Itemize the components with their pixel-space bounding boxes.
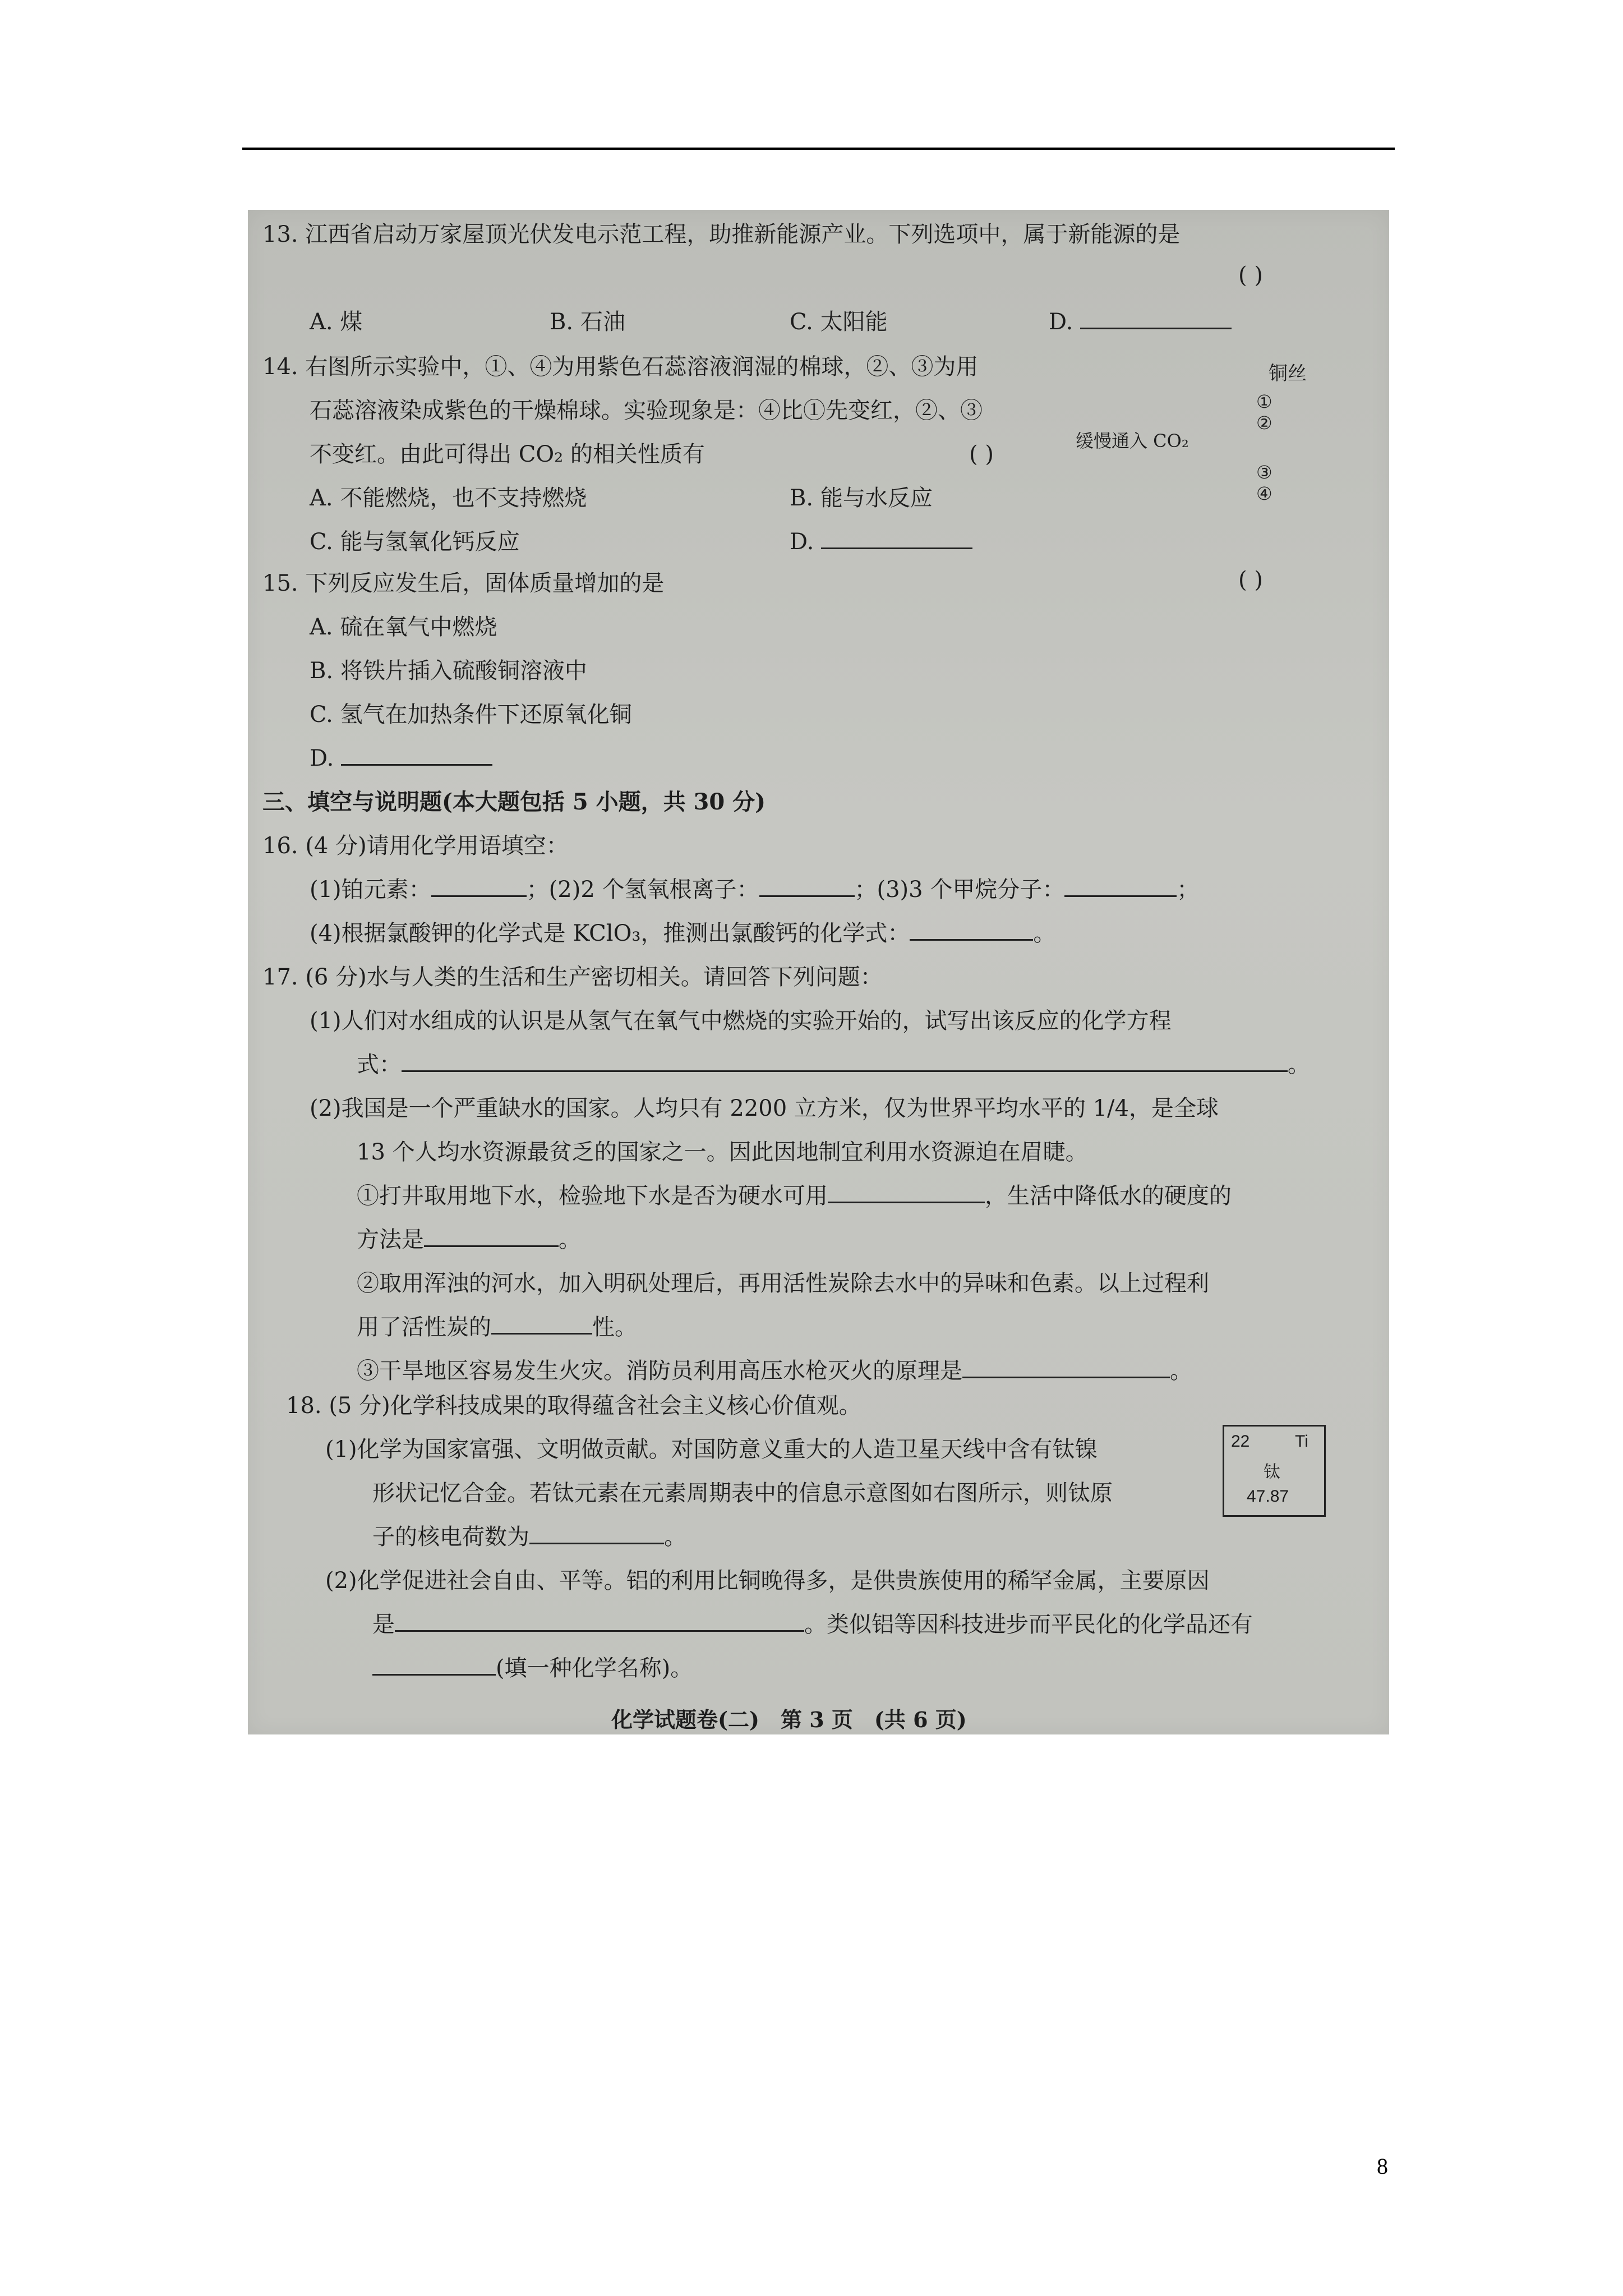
q13-answer-paren: ( ) — [1238, 263, 1263, 288]
q13-option-a: A. 煤 — [310, 309, 363, 335]
q18-p1b: 形状记忆合金。若钛元素在元素周期表中的信息示意图如右图所示，则钛原 — [372, 1480, 1113, 1506]
co2-tube-diagram — [740, 134, 1004, 358]
q18-blank-chemical[interactable] — [372, 1654, 496, 1676]
q17-equation-blank[interactable] — [402, 1050, 1288, 1072]
q15-stem: 15. 下列反应发生后，固体质量增加的是 — [262, 570, 665, 596]
q14-d-blank[interactable] — [821, 527, 972, 549]
co2-apparatus-figure — [740, 134, 1004, 358]
q18-p1c: 子的核电荷数为 。 — [372, 1522, 686, 1552]
q17-p2a: (2)我国是一个严重缺水的国家。人均只有 2200 立方米，仅为世界平均水平的 1/4，是全球 — [310, 1096, 1219, 1121]
titanium-element-card — [1223, 1425, 1326, 1517]
q17-p1-answer: 式： 。 — [357, 1050, 1310, 1079]
q15-d-blank[interactable] — [341, 744, 492, 766]
q18-blank-reason[interactable] — [395, 1610, 804, 1632]
q16-line2: (4)根据氯酸钾的化学式是 KClO₃，推测出氯酸钙的化学式： 。 — [310, 919, 1055, 948]
q14-option-c: C. 能与氢氧化钙反应 — [310, 529, 520, 555]
q15-option-c: C. 氢气在加热条件下还原氧化铜 — [310, 702, 632, 728]
gas-label: 缓慢通入 CO₂ — [1076, 430, 1189, 452]
q15-option-d: D. — [310, 744, 492, 773]
q14-line2: 石蕊溶液染成紫色的干燥棉球。实验现象是：④比①先变红，②、③ — [310, 398, 983, 424]
q17-stem: 17. (6 分)水与人类的生活和生产密切相关。请回答下列问题： — [262, 964, 883, 990]
q16-blank-4[interactable] — [910, 919, 1033, 941]
q13-option-c: C. 太阳能 — [790, 309, 888, 335]
q14-option-a: A. 不能燃烧，也不支持燃烧 — [310, 485, 587, 511]
q14-option-b: B. 能与水反应 — [790, 485, 933, 511]
q17-blank-softening[interactable] — [424, 1225, 559, 1247]
section-3-heading: 三、填空与说明题(本大题包括 5 小题，共 30 分) — [262, 789, 766, 815]
q15-option-a: A. 硫在氧气中燃烧 — [310, 614, 497, 640]
wire-label: 铜丝 — [1269, 362, 1307, 385]
element-name: 钛 — [1264, 1462, 1280, 1482]
q17-blank-fire[interactable] — [962, 1356, 1170, 1378]
exam-footer: 化学试题卷(二) 第 3 页 (共 6 页) — [611, 1707, 967, 1732]
q18-p2-line3: (填一种化学名称)。 — [372, 1654, 693, 1683]
q18-p2-line2: 是 。类似铝等因科技进步而平民化的化学品还有 — [372, 1610, 1253, 1639]
q18-p2a: (2)化学促进社会自由、平等。铝的利用比铜晚得多，是供贵族使用的稀罕金属，主要原因 — [325, 1568, 1210, 1594]
q18-stem: 18. (5 分)化学科技成果的取得蕴含社会主义核心价值观。 — [286, 1393, 861, 1419]
q16-stem: 16. (4 分)请用化学用语填空： — [262, 833, 569, 859]
q14-line3: 不变红。由此可得出 CO₂ 的相关性质有 — [310, 441, 705, 467]
q13-option-b: B. 石油 — [550, 309, 625, 335]
ball-2-label: ② — [1256, 412, 1272, 434]
q18-p1a: (1)化学为国家富强、文明做贡献。对国防意义重大的人造卫星天线中含有钛镍 — [325, 1437, 1098, 1462]
q16-blank-2[interactable] — [759, 875, 855, 897]
q16-line1: (1)铂元素： ；(2)2 个氢氧根离子： ；(3)3 个甲烷分子： ； — [310, 875, 1199, 904]
q13-stem: 13. 江西省启动万家屋顶光伏发电示范工程，助推新能源产业。下列选项中，属于新能源的是 — [262, 222, 1181, 247]
q15-option-b: B. 将铁片插入硫酸铜溶液中 — [310, 658, 587, 684]
q17-s3: ③干旱地区容易发生火灾。消防员利用高压水枪灭火的原理是 。 — [357, 1356, 1192, 1386]
q17-p1: (1)人们对水组成的认识是从氢气在氧气中燃烧的实验开始的，试写出该反应的化学方程 — [310, 1008, 1172, 1034]
q17-s1-line2: 方法是 。 — [357, 1225, 581, 1254]
q14-option-d: D. — [790, 527, 972, 556]
ball-4-label: ④ — [1256, 483, 1272, 504]
q17-blank-hardwater[interactable] — [828, 1181, 985, 1203]
q14-answer-paren: ( ) — [969, 441, 994, 467]
q17-p2b: 13 个人均水资源最贫乏的国家之一。因此因地制宜利用水资源迫在眉睫。 — [357, 1139, 1088, 1165]
ball-3-label: ③ — [1256, 462, 1272, 483]
q17-s2-line2: 用了活性炭的 性。 — [357, 1313, 637, 1342]
element-mass: 47.87 — [1247, 1487, 1289, 1506]
q13-d-blank[interactable] — [1080, 307, 1232, 329]
q16-blank-3[interactable] — [1064, 875, 1177, 897]
q16-blank-1[interactable] — [431, 875, 527, 897]
element-symbol: Ti — [1295, 1432, 1308, 1451]
page-number: 8 — [1377, 2154, 1388, 2179]
q17-s1-line1: ①打井取用地下水，检验地下水是否为硬水可用 ，生活中降低水的硬度的 — [357, 1181, 1232, 1211]
q13-option-d: D. — [1049, 307, 1232, 337]
q17-s2a: ②取用浑浊的河水，加入明矾处理后，再用活性炭除去水中的异味和色素。以上过程利 — [357, 1271, 1209, 1296]
q15-answer-paren: ( ) — [1238, 567, 1263, 593]
q14-line1: 14. 右图所示实验中，①、④为用紫色石蕊溶液润湿的棉球，②、③为用 — [262, 354, 979, 380]
ball-1-label: ① — [1256, 391, 1272, 412]
element-number: 22 — [1231, 1432, 1250, 1451]
q17-blank-property[interactable] — [491, 1313, 592, 1335]
q18-blank-charge[interactable] — [529, 1522, 664, 1544]
